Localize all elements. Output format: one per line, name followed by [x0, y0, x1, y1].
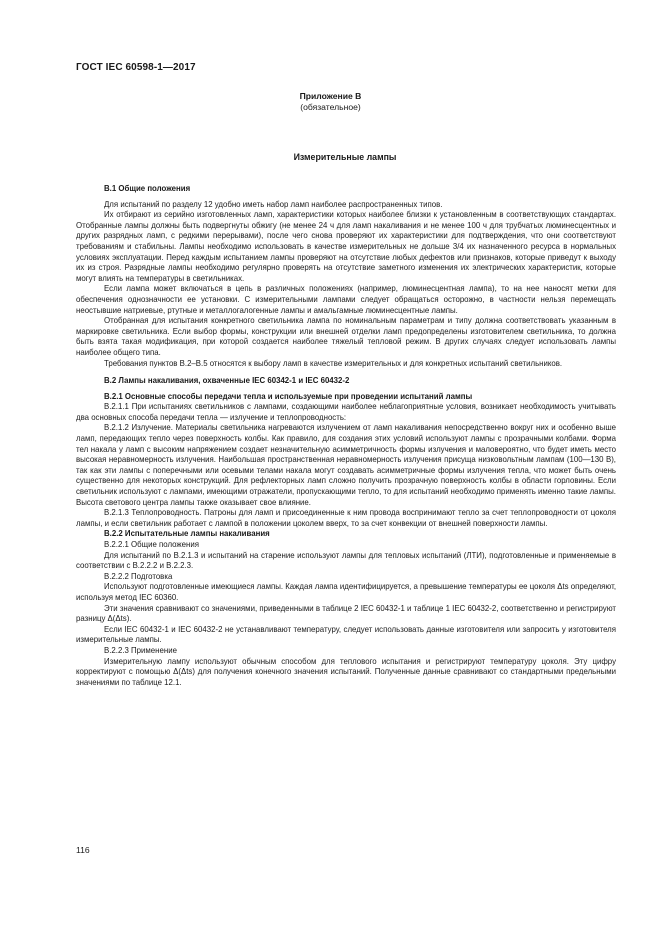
paragraph: Эти значения сравнивают со значениями, приведенными в таблице 2 IEC 60432-1 и таблице 1 IEC 60432-2, соответственно и регистрируют разницу Δ(Δts).: [76, 603, 616, 624]
paragraph: Отобранная для испытания конкретного светильника лампа по номинальным параметрам и типу должна соответствовать указанным в маркировке светильника. Если выбор формы, конструкции или внешней отделки ламп предопределены изготовителем светильника, то должна быть взята такая модификация, при которой создается наиболее тяжелый тепловой режим. В других случаях следует использовать лампы наиболее общего типа.: [76, 316, 616, 357]
paragraph: Требования пунктов В.2–В.5 относятся к выбору ламп в качестве измерительных и для конкретных испытаний светильников.: [104, 358, 563, 368]
subsection-heading: В.2.1 Основные способы передачи тепла и используемые при проведении испытаний лампы: [104, 391, 473, 401]
paragraph: Если лампа может включаться в цепь в различных положениях (например, люминесцентная лампа), то на нее наносят метки для обеспечения однозначности ее установки. С измерительными лампами следует обращаться осторожно, в частности нельзя перемещать неостывшие натриевые, ртутные и металлогалогенные лампы и амальгамные люминесцентные лампы.: [76, 284, 616, 315]
standard-header: ГОСТ IEC 60598-1—2017: [76, 62, 196, 73]
paragraph: Используют подготовленные имеющиеся лампы. Каждая лампа идентифицируется, а превышение температуры ее цоколя Δts определяют, используя метод IEC 60360.: [76, 582, 617, 602]
section-heading: В.2 Лампы накаливания, охваченные IEC 60342-1 и IEC 60432-2: [104, 376, 350, 386]
paragraph: Для испытаний по В.2.1.3 и испытаний на старение используют лампы для тепловых испытаний (ЛТИ), подготовленные и применяемые в соответствии с В.2.2.2 и В.2.2.3.: [76, 550, 616, 571]
paragraph: Если IEC 60432-1 и IEC 60432-2 не устанавливают температуру, следует использовать данные изготовителя или запросить у изготовителя измерительные лампы.: [76, 624, 616, 645]
paragraph: Для испытаний по разделу 12 удобно иметь набор ламп наиболее распространенных типов.: [104, 199, 443, 209]
document-body: [76, 184, 616, 688]
paragraph: В.2.2.2 Подготовка: [104, 571, 173, 581]
paragraph: В.2.2.3 Применение: [104, 645, 177, 655]
document-title: Измерительные лампы: [293, 152, 397, 162]
page-number: 116: [76, 845, 90, 855]
section-heading: В.1 Общие положения: [104, 184, 191, 193]
paragraph: В.2.1.3 Теплопроводность. Патроны для ламп и присоединенные к ним провода воспринимают тепло за счет теплопроводности от цоколя лампы, и если светильник работает с лампой в положении цоколем вверх, то за счет конвекции от внешней поверхности лампы.: [76, 508, 616, 528]
paragraph: Их отбирают из серийно изготовленных ламп, характеристики которых наиболее близки к установленным в соответствующих стандартах. Отобранные лампы должны быть подвергнуты обжигу (не менее 24 ч для ламп накаливания и не менее 100 ч для трубчатых люминесцентных и других разрядных ламп, с редкими перерывами), после чего снова проверяют их характеристики для подтверждения, что они соответствуют требованиям и стабильны. Лампы необходимо использовать в качестве измерительных не дольше 3/4 их назначенного ресурса в нормальных условиях эксплуатации. Перед каждым испытанием лампы проверяют на отсутствие любых дефектов или признаков, которые приведут к выходу их из строя. Разрядные лампы необходимо регулярно проверять на отсутствие заметного изменения их электрических характеристик, которые могут влиять на температуры в светильниках.: [76, 210, 616, 283]
appendix-title: Приложение В: [299, 91, 362, 101]
paragraph: Измерительную лампу используют обычным способом для теплового испытания и регистрируют температуру цоколя. Эту цифру корректируют с помощью Δ(Δts) для получения конечного значения испытаний. Полученные данные сравнивают со стандартными предельными значениями по таблице 12.1.: [76, 656, 616, 687]
paragraph: В.2.1.2 Излучение. Материалы светильника нагреваются излучением от ламп накаливания непосредственно вокруг них и особенно выше ламп, передающих тепло через поверхность колбы. Как правило, для создания этих условий используют лампы с прозрачными колбами. Форма тел накала у ламп с высоким напряжением создает незначительную асимметричность формы излучения и маловероятно, что будет иметь место высокая неравномерность излучения. Наибольшая пространственная неравномерность излучения присуща низковольтным лампам (100—130 В), так как эти лампы с поперечными или осевыми телами накала могут создавать асимметричные формы излучения тепла, что может быть очень существенно для некоторых конструкций. Для рефлекторных ламп сложно получить прозрачную поверхность колбы в области горловины. Если светильник используют с лампами, имеющими отражатели, пропускающими тепло, то для испытаний необходимо применять именно такие лампы. Высота светового центра лампы также оказывает свое влияние.: [76, 423, 616, 507]
paragraph: В.2.2.1 Общие положения: [104, 540, 199, 549]
appendix-status: (обязательное): [300, 102, 361, 112]
subsection-heading: В.2.2 Испытательные лампы накаливания: [104, 529, 270, 539]
paragraph: В.2.1.1 При испытаниях светильников с лампами, создающими наиболее неблагоприятные условия, возникает необходимость учитывать два основных способа передачи тепла — излучение и теплопроводность:: [76, 402, 616, 422]
